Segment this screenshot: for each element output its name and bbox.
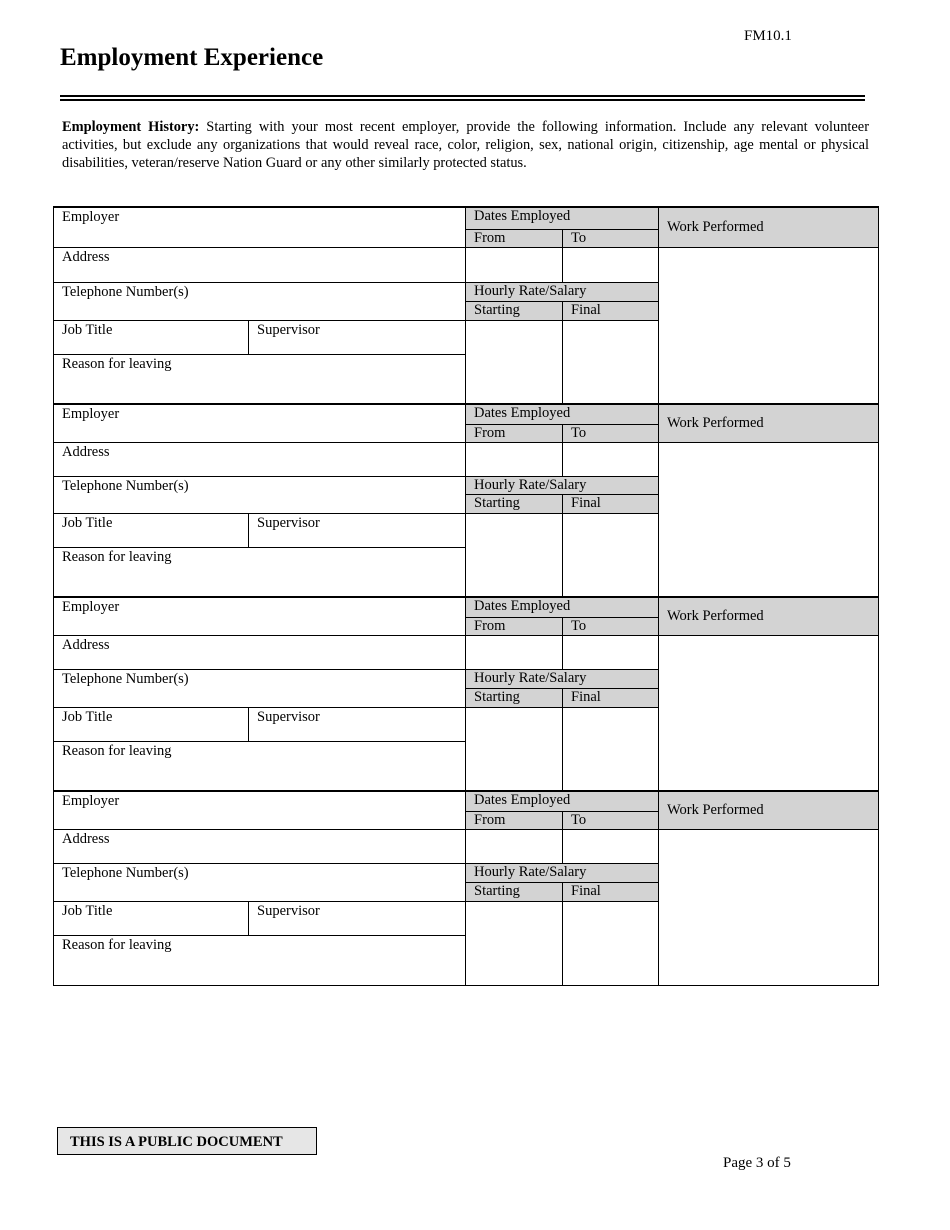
page-number: Page 3 of 5 (723, 1155, 791, 1171)
instructions-text: Starting with your most recent employer, provide the following information. Include any relevant volunteer activities, but exclude any organizations that would reveal race, color, religion, sex, national origin, citizenship, age mental or physical disabilities, veteran/reserve Nation Guard or any other similarly protected status. (62, 119, 869, 171)
telephone-label: Telephone Number(s) (62, 283, 189, 300)
address-field[interactable] (54, 829, 466, 863)
reason-for-leaving-label: Reason for leaving (62, 548, 172, 565)
hourly-rate-header: Hourly Rate/Salary (466, 669, 659, 688)
reason-for-leaving-label: Reason for leaving (62, 742, 172, 759)
starting-rate-field[interactable] (466, 320, 563, 404)
job-title-label: Job Title (62, 902, 113, 919)
to-date-field[interactable] (563, 247, 659, 282)
telephone-field[interactable] (54, 476, 466, 513)
address-label: Address (62, 248, 110, 265)
employer-field[interactable] (54, 791, 466, 829)
telephone-label: Telephone Number(s) (62, 864, 189, 881)
starting-rate-field[interactable] (466, 901, 563, 985)
job-title-label: Job Title (62, 321, 113, 338)
instructions-lead: Employment History: (62, 119, 200, 135)
employment-history-table (53, 206, 879, 986)
from-date-field[interactable] (466, 442, 563, 476)
supervisor-field[interactable] (249, 901, 466, 935)
from-header: From (466, 229, 563, 247)
to-header: To (563, 811, 659, 829)
employer-label: Employer (62, 793, 120, 809)
header-divider-top (60, 95, 865, 97)
final-rate-field[interactable] (563, 320, 659, 404)
final-rate-field[interactable] (563, 707, 659, 791)
final-rate-field[interactable] (563, 901, 659, 985)
work-performed-field[interactable] (659, 442, 879, 597)
to-header: To (563, 424, 659, 442)
work-performed-field[interactable] (659, 829, 879, 985)
final-header: Final (563, 688, 659, 707)
employer-block-3 (54, 597, 879, 791)
form-code: FM10.1 (744, 28, 792, 44)
employer-label: Employer (62, 599, 120, 615)
employment-history-instructions (62, 118, 869, 172)
final-header: Final (563, 882, 659, 901)
dates-employed-header: Dates Employed (466, 791, 659, 811)
dates-employed-header: Dates Employed (466, 404, 659, 424)
page-title: Employment Experience (60, 44, 324, 71)
to-date-field[interactable] (563, 635, 659, 669)
to-date-field[interactable] (563, 442, 659, 476)
from-header: From (466, 424, 563, 442)
reason-for-leaving-field[interactable] (54, 741, 466, 791)
work-performed-header: Work Performed (659, 791, 879, 829)
employer-field[interactable] (54, 597, 466, 635)
address-field[interactable] (54, 635, 466, 669)
address-label: Address (62, 830, 110, 847)
starting-rate-field[interactable] (466, 707, 563, 791)
starting-header: Starting (466, 494, 563, 513)
job-title-field[interactable] (54, 513, 249, 547)
supervisor-label: Supervisor (257, 708, 320, 725)
reason-for-leaving-label: Reason for leaving (62, 355, 172, 372)
final-header: Final (563, 494, 659, 513)
from-header: From (466, 617, 563, 635)
from-date-field[interactable] (466, 635, 563, 669)
dates-employed-header: Dates Employed (466, 597, 659, 617)
supervisor-field[interactable] (249, 513, 466, 547)
to-date-field[interactable] (563, 829, 659, 863)
employer-label: Employer (62, 209, 120, 225)
supervisor-label: Supervisor (257, 514, 320, 531)
hourly-rate-header: Hourly Rate/Salary (466, 863, 659, 882)
final-rate-field[interactable] (563, 513, 659, 597)
supervisor-field[interactable] (249, 320, 466, 354)
dates-employed-header: Dates Employed (466, 207, 659, 229)
employer-field[interactable] (54, 207, 466, 247)
hourly-rate-header: Hourly Rate/Salary (466, 282, 659, 301)
hourly-rate-header: Hourly Rate/Salary (466, 476, 659, 494)
employer-block-1 (54, 207, 879, 404)
from-date-field[interactable] (466, 247, 563, 282)
reason-for-leaving-label: Reason for leaving (62, 936, 172, 953)
supervisor-label: Supervisor (257, 321, 320, 338)
job-title-label: Job Title (62, 708, 113, 725)
telephone-field[interactable] (54, 863, 466, 901)
work-performed-field[interactable] (659, 247, 879, 404)
to-header: To (563, 617, 659, 635)
employer-field[interactable] (54, 404, 466, 442)
telephone-label: Telephone Number(s) (62, 670, 189, 687)
address-field[interactable] (54, 247, 466, 282)
starting-rate-field[interactable] (466, 513, 563, 597)
address-label: Address (62, 636, 110, 653)
reason-for-leaving-field[interactable] (54, 547, 466, 597)
header-divider-bottom (60, 99, 865, 101)
starting-header: Starting (466, 301, 563, 320)
starting-header: Starting (466, 688, 563, 707)
job-title-field[interactable] (54, 707, 249, 741)
job-title-label: Job Title (62, 514, 113, 531)
address-label: Address (62, 443, 110, 460)
supervisor-label: Supervisor (257, 902, 320, 919)
work-performed-header: Work Performed (659, 597, 879, 635)
from-header: From (466, 811, 563, 829)
starting-header: Starting (466, 882, 563, 901)
employer-label: Employer (62, 406, 120, 422)
address-field[interactable] (54, 442, 466, 476)
job-title-field[interactable] (54, 901, 249, 935)
supervisor-field[interactable] (249, 707, 466, 741)
telephone-field[interactable] (54, 669, 466, 707)
telephone-field[interactable] (54, 282, 466, 320)
work-performed-header: Work Performed (659, 207, 879, 247)
to-header: To (563, 229, 659, 247)
telephone-label: Telephone Number(s) (62, 477, 189, 494)
work-performed-header: Work Performed (659, 404, 879, 442)
final-header: Final (563, 301, 659, 320)
public-document-notice: THIS IS A PUBLIC DOCUMENT (57, 1127, 317, 1155)
employer-block-4 (54, 791, 879, 985)
reason-for-leaving-field[interactable] (54, 935, 466, 985)
employer-block-2 (54, 404, 879, 597)
job-title-field[interactable] (54, 320, 249, 354)
reason-for-leaving-field[interactable] (54, 354, 466, 404)
work-performed-field[interactable] (659, 635, 879, 791)
from-date-field[interactable] (466, 829, 563, 863)
